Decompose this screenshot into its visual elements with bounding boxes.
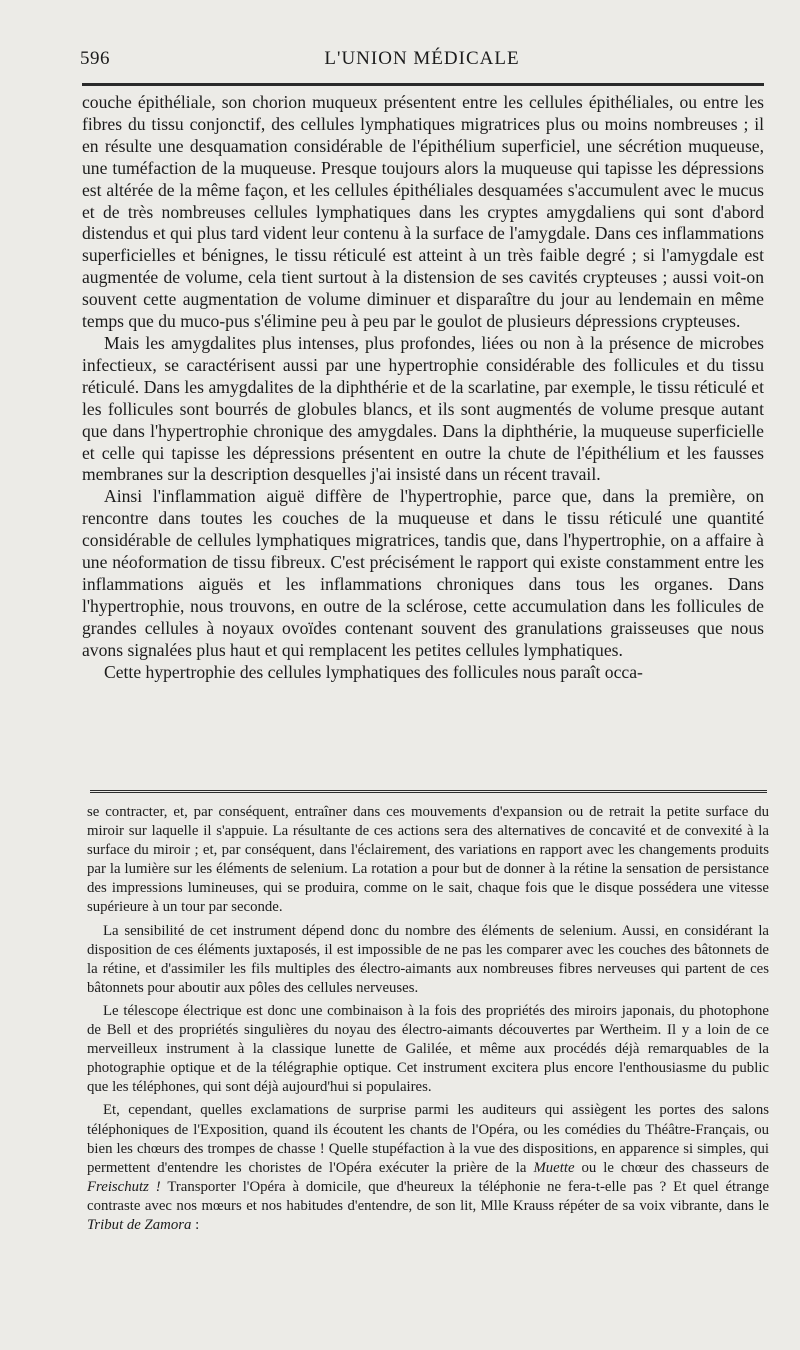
- main-text: [82, 92, 764, 683]
- footnote-4-end: :: [195, 1216, 200, 1233]
- page-number: 596: [80, 48, 110, 69]
- main-paragraph-4: Cette hypertrophie des cellules lymphatiques des follicules nous paraît occa-: [104, 661, 643, 682]
- footnote-rule: [90, 790, 767, 793]
- footnote-paragraph-3: Le télescope électrique est donc une combinaison à la fois des propriétés des miroirs japonais, du photophone de Bell et des propriétés singulières du noyau des électro-aimants découvertes par Wertheim. Il y a loin de ce merveilleux instrument à la classique lunette de Galilée, et même aux procédés déjà remarquables de la photographie optique et de la télégraphie optique. Cet instrument excitera plus encore l'enthousiasme du public que les téléphones, qui sont déjà aujourd'hui si populaires.: [87, 1002, 769, 1096]
- running-title: L'UNION MÉDICALE: [324, 48, 520, 69]
- main-paragraph-3: Ainsi l'inflammation aiguë diffère de l'hypertrophie, parce que, dans la première, on rencontre dans toutes les couches de la muqueuse et dans le tissu réticulé une quantité considérable de cellules lymphatiques migratrices, tandis que, dans l'hypertrophie, on a affaire à une néoformation de tissu fibreux. C'est précisément le rapport qui existe constamment entre les inflammations aiguës et les inflammations chroniques dans tous les organes. Dans l'hypertrophie, nous trouvons, en outre de la sclérose, cette accumulation dans les follicules de grandes cellules à noyaux ovoïdes contenant souvent des granulations graisseuses que nous avons signalées plus haut et qui remplacent les petites cellules lymphatiques.: [82, 486, 764, 660]
- footnotes: [87, 803, 769, 1239]
- footnote-4-text-a: Et, cependant, quelles exclamations de surprise parmi les auditeurs qui assiègent les portes des salons téléphoniques de l'Exposition, quand ils écoutent les chants de l'Opéra, ou les comédies du Théâtre-Français, ou bien les chœurs des trompes de chasse ! Quelle stupéfaction à la vue des dispositions, en apparence si simples, qui permettent d'entendre les choristes de l'Opéra exécuter la prière de la: [87, 1102, 769, 1176]
- footnote-paragraph-1: se contracter, et, par conséquent, entraîner dans ces mouvements d'expansion ou de retrait la petite surface du miroir sur laquelle il s'appuie. La résultante de ces actions sera des alternatives de concavité et de convexité à la surface du miroir ; et, par conséquent, dans l'éclairement, des variations en rapport avec les changements produits par la lumière sur les éléments de selenium. La rotation a pour but de donner à la rétine la sensation de persistance des impressions lumineuses, qui se produira, comme on le sait, chaque fois que le disque possédera une vitesse supérieure à un tour par seconde.: [87, 804, 769, 916]
- header-rule: [82, 83, 764, 86]
- main-paragraph-1: couche épithéliale, son chorion muqueux présentent entre les cellules épithéliales, ou entre les fibres du tissu conjonctif, des cellules lymphatiques migratrices plus ou moins nombreuses ; il en résulte une desquamation considérable de l'épithélium superficiel, une sécrétion muqueuse, une tuméfaction de la muqueuse. Presque toujours alors la muqueuse qui tapisse les dépressions est altérée de la même façon, et les cellules épithéliales desquamées s'accumulent avec le mucus et de très nombreuses cellules lymphatiques dans les cryptes amygdaliens qui sont d'abord distendus et qui plus tard vident leur contenu à la surface de l'amygdale. Dans ces inflammations superficielles et bénignes, le tissu réticulé est atteint à un très faible degré ; si l'amygdale est augmentée de volume, cela tient surtout à la distension de ses cavités crypteuses ; aussi voit-on souvent cette augmentation de volume diminuer et disparaître du jour au lendemain en même temps que du muco-pus s'élimine peu à peu par le goulot de plusieurs dépressions crypteuses.: [82, 92, 764, 332]
- footnote-paragraph-2: La sensibilité de cet instrument dépend donc du nombre des éléments de selenium. Aussi, en considérant la disposition de ces éléments juxtaposés, il est impossible de ne pas les comparer avec les couches des bâtonnets de la rétine, et d'assimiler les fils multiples des électro-aimants aux nombreuses fibres nerveuses qui partent de ces bâtonnets pour aboutir aux pôles des cellules nerveuses.: [87, 922, 769, 996]
- footnote-4-title-tribut: Tribut de Zamora: [87, 1216, 192, 1233]
- footnote-4-text-c: Transporter l'Opéra à domicile, que d'heureux la téléphonie ne fera-t-elle pas ? Et quel étrange contraste avec nos mœurs et nos habitudes d'entendre, de son lit, Mlle Krauss répéter de sa voix vibrante, dans le: [87, 1178, 770, 1214]
- main-paragraph-2: Mais les amygdalites plus intenses, plus profondes, liées ou non à la présence de microbes infectieux, se caractérisent aussi par une hypertrophie considérable des follicules et du tissu réticulé. Dans les amygdalites de la diphthérie et de la scarlatine, par exemple, le tissu réticulé et les follicules sont bourrés de globules blancs, et ils sont augmentés de volume presque autant que dans l'hypertrophie chronique des amygdales. Dans la diphthérie, la muqueuse superficielle et celle qui tapisse les dépressions présentent en outre la chute de l'épithélium et les fausses membranes sur la description desquelles j'ai insisté dans un récent travail.: [82, 332, 764, 485]
- footnote-4-title-freischutz: Freischutz !: [87, 1178, 161, 1195]
- footnote-paragraph-4: [87, 1101, 769, 1235]
- page-header: [80, 48, 764, 78]
- footnote-4-title-muette: Muette: [533, 1159, 575, 1176]
- footnote-4-text-b: ou le chœur des chasseurs de: [581, 1159, 769, 1176]
